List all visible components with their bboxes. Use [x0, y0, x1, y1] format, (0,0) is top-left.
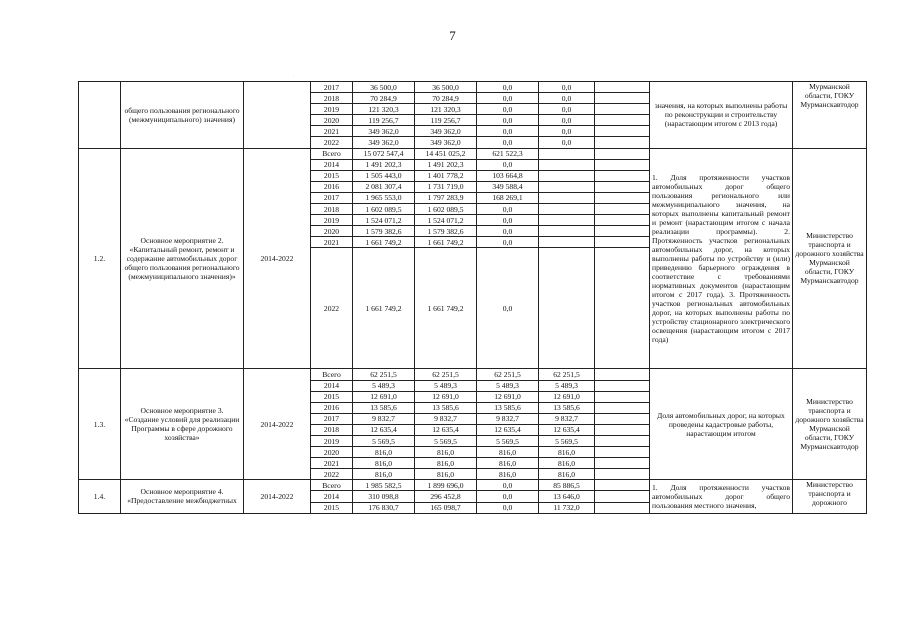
regional-budget-cell: 62 251,5	[415, 369, 477, 380]
year-cell: 2014	[311, 491, 353, 502]
other-funds-cell: 5 489,3	[539, 380, 595, 391]
other-funds-cell	[539, 170, 595, 181]
total-cell: 1 505 443,0	[353, 170, 415, 181]
empty-cell	[595, 181, 650, 192]
measure-period: 2014-2022	[244, 480, 311, 513]
total-cell: 15 072 547,4	[353, 148, 415, 159]
federal-budget-cell: 0,0	[477, 93, 539, 104]
federal-budget-cell: 9 832,7	[477, 413, 539, 424]
total-cell: 1 985 582,5	[353, 480, 415, 491]
total-cell: 816,0	[353, 447, 415, 458]
measure-number	[79, 82, 121, 149]
federal-budget-cell: 5 489,3	[477, 380, 539, 391]
federal-budget-cell: 0,0	[477, 502, 539, 513]
empty-cell	[595, 148, 650, 159]
total-cell: 9 832,7	[353, 413, 415, 424]
empty-cell	[595, 137, 650, 148]
table-row	[79, 148, 867, 159]
other-funds-cell: 816,0	[539, 447, 595, 458]
regional-budget-cell: 1 602 089,5	[415, 204, 477, 215]
regional-budget-cell: 1 797 283,9	[415, 192, 477, 203]
scan-speck: ·	[293, 74, 295, 79]
empty-cell	[595, 447, 650, 458]
federal-budget-cell: 0,0	[477, 237, 539, 248]
year-cell: 2017	[311, 82, 353, 93]
regional-budget-cell: 5 489,3	[415, 380, 477, 391]
regional-budget-cell: 12 691,0	[415, 391, 477, 402]
regional-budget-cell: 165 098,7	[415, 502, 477, 513]
empty-cell	[595, 93, 650, 104]
federal-budget-cell: 816,0	[477, 447, 539, 458]
measure-period: 2014-2022	[244, 148, 311, 369]
federal-budget-cell: 5 569,5	[477, 435, 539, 446]
regional-budget-cell: 1 401 778,2	[415, 170, 477, 181]
total-cell: 121 320,3	[353, 104, 415, 115]
measure-name: общего пользования регионального (межмуниципального) значения)	[121, 82, 244, 149]
year-cell: 2018	[311, 93, 353, 104]
empty-cell	[595, 204, 650, 215]
empty-cell	[595, 480, 650, 491]
year-cell: 2016	[311, 402, 353, 413]
regional-budget-cell: 349 362,0	[415, 126, 477, 137]
table-row	[79, 480, 867, 491]
target-indicator: значения, на которых выполнены работы по реконструкции и строительству (нарастающим итогом с 2013 года)	[650, 82, 793, 149]
other-funds-cell	[539, 237, 595, 248]
federal-budget-cell: 103 664,8	[477, 170, 539, 181]
empty-cell	[595, 237, 650, 248]
federal-budget-cell: 12 635,4	[477, 424, 539, 435]
federal-budget-cell: 0,0	[477, 137, 539, 148]
other-funds-cell	[539, 159, 595, 170]
measure-name: Основное мероприятие 2. «Капитальный ремонт, ремонт и содержание автомобильных дорог общего пользования регионального (межмуниципального значения)»	[121, 148, 244, 369]
total-cell: 349 362,0	[353, 126, 415, 137]
measure-period	[244, 82, 311, 149]
empty-cell	[595, 82, 650, 93]
year-cell: 2020	[311, 447, 353, 458]
empty-cell	[595, 435, 650, 446]
total-cell: 176 830,7	[353, 502, 415, 513]
federal-budget-cell: 0,0	[477, 204, 539, 215]
regional-budget-cell: 12 635,4	[415, 424, 477, 435]
regional-budget-cell: 119 256,7	[415, 115, 477, 126]
empty-cell	[595, 215, 650, 226]
empty-cell	[595, 391, 650, 402]
measure-number: 1.2.	[79, 148, 121, 369]
empty-cell	[595, 248, 650, 369]
federal-budget-cell: 0,0	[477, 491, 539, 502]
regional-budget-cell: 1 579 382,6	[415, 226, 477, 237]
total-cell: 1 491 202,3	[353, 159, 415, 170]
year-cell: 2017	[311, 192, 353, 203]
program-measures-table	[78, 81, 867, 514]
empty-cell	[595, 159, 650, 170]
total-cell: 1 524 071,2	[353, 215, 415, 226]
empty-cell	[595, 402, 650, 413]
other-funds-cell	[539, 248, 595, 369]
year-cell: 2015	[311, 502, 353, 513]
total-cell: 119 256,7	[353, 115, 415, 126]
total-cell: 1 602 089,5	[353, 204, 415, 215]
other-funds-cell: 0,0	[539, 126, 595, 137]
total-cell: 5 569,5	[353, 435, 415, 446]
federal-budget-cell: 816,0	[477, 469, 539, 480]
total-cell: 5 489,3	[353, 380, 415, 391]
page-number: 7	[449, 28, 456, 43]
other-funds-cell	[539, 204, 595, 215]
federal-budget-cell: 0,0	[477, 115, 539, 126]
total-cell: 36 500,0	[353, 82, 415, 93]
year-cell: 2019	[311, 104, 353, 115]
federal-budget-cell: 0,0	[477, 480, 539, 491]
other-funds-cell: 0,0	[539, 115, 595, 126]
other-funds-cell	[539, 181, 595, 192]
federal-budget-cell: 816,0	[477, 458, 539, 469]
federal-budget-cell: 12 691,0	[477, 391, 539, 402]
other-funds-cell: 12 691,0	[539, 391, 595, 402]
year-cell: 2019	[311, 215, 353, 226]
year-cell: 2018	[311, 204, 353, 215]
table-row	[79, 82, 867, 93]
regional-budget-cell: 70 284,9	[415, 93, 477, 104]
year-cell: 2022	[311, 469, 353, 480]
other-funds-cell: 12 635,4	[539, 424, 595, 435]
other-funds-cell: 0,0	[539, 93, 595, 104]
empty-cell	[595, 170, 650, 181]
other-funds-cell: 13 585,6	[539, 402, 595, 413]
year-cell: Всего	[311, 369, 353, 380]
other-funds-cell: 62 251,5	[539, 369, 595, 380]
regional-budget-cell: 1 899 696,0	[415, 480, 477, 491]
regional-budget-cell: 816,0	[415, 447, 477, 458]
other-funds-cell: 816,0	[539, 458, 595, 469]
empty-cell	[595, 104, 650, 115]
measure-name: Основное мероприятие 3. «Создание условий для реализации Программы в сфере дорожного хозяйства»	[121, 369, 244, 480]
regional-budget-cell: 5 569,5	[415, 435, 477, 446]
total-cell: 12 635,4	[353, 424, 415, 435]
empty-cell	[595, 491, 650, 502]
empty-cell	[595, 413, 650, 424]
year-cell: 2021	[311, 237, 353, 248]
target-indicator: Доля автомобильных дорог, на которых проведены кадастровые работы, нарастающим итогом	[650, 369, 793, 480]
empty-cell	[595, 424, 650, 435]
other-funds-cell: 0,0	[539, 82, 595, 93]
executor: Министерство транспорта и дорожного хозяйства Мурманской области, ГОКУ Мурманскавтодор	[793, 148, 867, 369]
measure-name: Основное мероприятие 4. «Предоставление межбюджетных	[121, 480, 244, 513]
year-cell: 2014	[311, 380, 353, 391]
empty-cell	[595, 369, 650, 380]
year-cell: 2021	[311, 458, 353, 469]
empty-cell	[595, 469, 650, 480]
total-cell: 62 251,5	[353, 369, 415, 380]
total-cell: 2 081 307,4	[353, 181, 415, 192]
executor: Мурманской области, ГОКУ Мурманскавтодор	[793, 82, 867, 149]
empty-cell	[595, 226, 650, 237]
total-cell: 816,0	[353, 469, 415, 480]
total-cell: 1 661 749,2	[353, 237, 415, 248]
empty-cell	[595, 380, 650, 391]
total-cell: 70 284,9	[353, 93, 415, 104]
year-cell: 2022	[311, 137, 353, 148]
table-row	[79, 369, 867, 380]
regional-budget-cell: 36 500,0	[415, 82, 477, 93]
year-cell: Всего	[311, 480, 353, 491]
target-indicator: 1. Доля протяженности участков автомобильных дорог общего пользования регионального или межмуниципального значения, на которых выполнены капитальный ремонт и ремонт (нарастающим итогом с начала реализации программы). 2. Протяженность участков региональных автомобильных дорог, на которых выполнены работы по устройству и (или) приведению барьерного ограждения в соответствие с требованиями нормативных документов (нарастающим итогом с 2017 года). 3. Протяженность участков региональных автомобильных дорог, на которых выполнены работы по устройству стационарного электрического освещения (нарастающим итогом с 2017 года)	[650, 148, 793, 369]
other-funds-cell: 0,0	[539, 137, 595, 148]
empty-cell	[595, 502, 650, 513]
total-cell: 1 965 553,0	[353, 192, 415, 203]
total-cell: 13 585,6	[353, 402, 415, 413]
measure-period: 2014-2022	[244, 369, 311, 480]
federal-budget-cell: 13 585,6	[477, 402, 539, 413]
year-cell: Всего	[311, 148, 353, 159]
year-cell: 2015	[311, 170, 353, 181]
regional-budget-cell: 349 362,0	[415, 137, 477, 148]
regional-budget-cell: 1 731 719,0	[415, 181, 477, 192]
federal-budget-cell: 0,0	[477, 159, 539, 170]
other-funds-cell: 5 569,5	[539, 435, 595, 446]
year-cell: 2020	[311, 226, 353, 237]
empty-cell	[595, 115, 650, 126]
year-cell: 2020	[311, 115, 353, 126]
total-cell: 310 098,8	[353, 491, 415, 502]
regional-budget-cell: 14 451 025,2	[415, 148, 477, 159]
total-cell: 349 362,0	[353, 137, 415, 148]
federal-budget-cell: 0,0	[477, 104, 539, 115]
other-funds-cell	[539, 215, 595, 226]
other-funds-cell: 9 832,7	[539, 413, 595, 424]
regional-budget-cell: 13 585,6	[415, 402, 477, 413]
total-cell: 1 661 749,2	[353, 248, 415, 369]
federal-budget-cell: 0,0	[477, 248, 539, 369]
total-cell: 12 691,0	[353, 391, 415, 402]
regional-budget-cell: 816,0	[415, 458, 477, 469]
regional-budget-cell: 816,0	[415, 469, 477, 480]
target-indicator: 1. Доля протяженности участков автомобильных дорог общего пользования местного значения,	[650, 480, 793, 513]
federal-budget-cell: 349 588,4	[477, 181, 539, 192]
other-funds-cell: 816,0	[539, 469, 595, 480]
year-cell: 2019	[311, 435, 353, 446]
table-body	[79, 82, 867, 514]
federal-budget-cell: 0,0	[477, 226, 539, 237]
year-cell: 2018	[311, 424, 353, 435]
empty-cell	[595, 126, 650, 137]
empty-cell	[595, 458, 650, 469]
other-funds-cell: 13 646,0	[539, 491, 595, 502]
measure-number: 1.3.	[79, 369, 121, 480]
regional-budget-cell: 1 661 749,2	[415, 237, 477, 248]
regional-budget-cell: 1 524 071,2	[415, 215, 477, 226]
total-cell: 816,0	[353, 458, 415, 469]
year-cell: 2016	[311, 181, 353, 192]
year-cell: 2015	[311, 391, 353, 402]
other-funds-cell	[539, 148, 595, 159]
regional-budget-cell: 121 320,3	[415, 104, 477, 115]
measure-number: 1.4.	[79, 480, 121, 513]
federal-budget-cell: 168 269,1	[477, 192, 539, 203]
other-funds-cell	[539, 226, 595, 237]
federal-budget-cell: 0,0	[477, 126, 539, 137]
year-cell: 2017	[311, 413, 353, 424]
regional-budget-cell: 296 452,8	[415, 491, 477, 502]
regional-budget-cell: 9 832,7	[415, 413, 477, 424]
federal-budget-cell: 621 522,3	[477, 148, 539, 159]
other-funds-cell: 11 732,0	[539, 502, 595, 513]
other-funds-cell: 85 886,5	[539, 480, 595, 491]
empty-cell	[595, 192, 650, 203]
total-cell: 1 579 382,6	[353, 226, 415, 237]
other-funds-cell: 0,0	[539, 104, 595, 115]
regional-budget-cell: 1 661 749,2	[415, 248, 477, 369]
executor: Министерство транспорта и дорожного	[793, 480, 867, 513]
regional-budget-cell: 1 491 202,3	[415, 159, 477, 170]
other-funds-cell	[539, 192, 595, 203]
federal-budget-cell: 0,0	[477, 215, 539, 226]
year-cell: 2014	[311, 159, 353, 170]
executor: Министерство транспорта и дорожного хозяйства Мурманской области, ГОКУ Мурманскавтодор	[793, 369, 867, 480]
federal-budget-cell: 62 251,5	[477, 369, 539, 380]
federal-budget-cell: 0,0	[477, 82, 539, 93]
year-cell: 2021	[311, 126, 353, 137]
year-cell: 2022	[311, 248, 353, 369]
